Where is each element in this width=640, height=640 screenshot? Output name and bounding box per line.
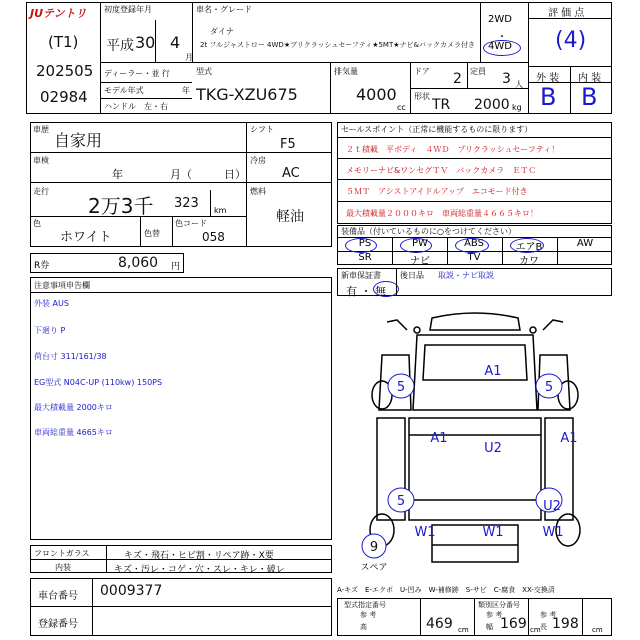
load-value: 2000 — [474, 97, 510, 113]
type-label: 型式 — [196, 67, 212, 76]
equip-ps-circle — [345, 238, 377, 253]
windshield-value: キズ・飛石・ヒビ割・リペア跡・X要 — [124, 551, 274, 561]
ext-value: B — [540, 83, 557, 111]
equip-ps: PS — [358, 238, 372, 249]
type-value: TKG-XZU675 — [196, 85, 298, 104]
equip-sr: SR — [358, 252, 372, 263]
disp-unit: cc — [397, 103, 406, 112]
damage-legend: A-キズ E-エクボ U-凹み W-補修跡 S-サビ C-腐食 XX-交換済 — [337, 586, 555, 594]
equip-abs-circle — [455, 238, 489, 253]
recycle-unit: 円 — [171, 262, 181, 272]
l-label: 長 — [540, 623, 547, 631]
handle-label: ハンドル 左・右 — [104, 102, 168, 111]
w-label: 幅 — [486, 623, 493, 631]
type-desig-sub: 参 考 — [360, 611, 377, 619]
back-value: 取説・ナビ取説 — [438, 271, 494, 280]
chassis-label: 車台番号 — [38, 591, 78, 602]
fuel-label: 燃料 — [250, 187, 266, 196]
mark-rear-right-u2: U2 — [543, 499, 561, 514]
ext-label: 外 装 — [536, 73, 560, 84]
logo-text: JUテントリ — [30, 7, 87, 20]
model-year-unit: 年 — [182, 86, 190, 95]
grade-label: 評 価 点 — [548, 8, 585, 19]
unit-width: cm — [530, 626, 541, 634]
chassis-value: 0009377 — [100, 583, 163, 599]
type-desig-label: 型式指定番号 — [344, 601, 386, 609]
shift-value: F5 — [280, 137, 296, 152]
note-line: EG型式 N04C-UP (110kw) 150PS — [34, 378, 163, 387]
ac-label: 冷房 — [250, 156, 266, 165]
mark-left-5: 5 — [396, 380, 406, 395]
drive-2wd: 2WD — [488, 14, 512, 25]
usage-label: 車歴 — [33, 125, 49, 134]
interior-label: 内装 — [55, 563, 71, 572]
lot-number: 02984 — [40, 88, 88, 106]
equip-pw-circle — [400, 238, 432, 253]
dealer-label: ディーラー・並 行 — [104, 69, 170, 78]
lot-code: 202505 — [36, 62, 94, 80]
recycle-label: R券 — [34, 261, 50, 271]
int-value: B — [581, 83, 598, 111]
drive-4wd: 4WD — [488, 41, 512, 52]
name-grade-label: 車名・グレード — [196, 5, 252, 14]
mark-front-a1: A1 — [484, 364, 502, 379]
back-label: 後日品 — [400, 271, 424, 280]
color-label: 色 — [33, 219, 41, 228]
class-sub: 参 考 — [486, 611, 503, 619]
cap-unit: 人 — [515, 80, 523, 89]
disp-label: 排気量 — [334, 67, 358, 76]
mileage-value: 2万3千 — [88, 194, 154, 218]
sales-point: メモリーナビ&ワンセグＴＶ バックカメラ ＥＴＣ — [346, 166, 537, 175]
equip-airbag: エアB — [515, 242, 543, 253]
shift-label: シフト — [250, 125, 274, 134]
equip-aw: AW — [576, 238, 594, 249]
reg-year: 30 — [135, 33, 156, 52]
last-value: 198 — [552, 616, 579, 632]
color-code-label: 色コード — [175, 219, 207, 228]
mark-left-a1: A1 — [430, 431, 448, 446]
ac-value: AC — [282, 166, 300, 181]
door-label: ドア — [414, 67, 430, 76]
mark-bed-u2: U2 — [484, 441, 502, 456]
color-code-value: 058 — [202, 230, 225, 244]
equip-navi: ナビ — [410, 256, 430, 267]
mileage-sub: 323 — [174, 196, 199, 211]
shape-label: 形状 — [414, 92, 430, 101]
mileage-label: 走行 — [33, 187, 49, 196]
note-line: 最大積載量 2000キロ — [34, 403, 113, 412]
mark-spare-9: 9 — [369, 540, 379, 555]
mark-rear-w1: W1 — [482, 525, 504, 540]
reg-label: 登録番号 — [38, 619, 78, 630]
mileage-unit: km — [214, 206, 227, 215]
type-desig-value: 469 — [426, 616, 453, 632]
insp-day: 日） — [224, 168, 246, 181]
color-change-label: 色替 — [144, 229, 160, 238]
class-label: 類別区分番号 — [478, 601, 520, 609]
equip-airbag-circle — [510, 238, 544, 253]
mark-rear-right-w1: W1 — [542, 525, 564, 540]
note-line: 下廻り P — [34, 326, 66, 335]
cap-label: 定員 — [470, 67, 486, 76]
sales-point: 最大積載量２０００キロ 車両総重量４６６５キロ！ — [346, 209, 538, 218]
maker-name: ダイナ — [210, 27, 234, 36]
unit-length: cm — [592, 626, 603, 634]
sales-label: セールスポイント（正常に機能するものに限ります） — [341, 125, 533, 134]
insp-month: 月（ — [170, 168, 192, 181]
equip-leather: カワ — [519, 256, 539, 267]
brand-logo — [28, 4, 100, 21]
warranty-label: 新車保証書 — [341, 271, 381, 280]
load-unit: kg — [512, 103, 522, 112]
mark-rear-left-5: 5 — [396, 494, 406, 509]
last-label: 参 考 — [540, 611, 557, 619]
windshield-label: フロントガラス — [34, 549, 90, 558]
note-line: 車両総重量 4665キロ — [34, 428, 113, 437]
disp-value: 4000 — [356, 85, 397, 104]
damage-diagram — [337, 300, 612, 580]
notes-label: 注意事項申告欄 — [34, 281, 90, 290]
int-label: 内 装 — [578, 73, 602, 84]
h-label: 高 — [360, 623, 367, 631]
equip-pw: PW — [412, 238, 428, 249]
reg-month-unit: 月 — [185, 53, 193, 62]
usage-value: 自家用 — [54, 131, 103, 150]
mark-right-5: 5 — [544, 380, 554, 395]
warranty-value: 有 ・ 無 — [346, 285, 386, 298]
sales-point: ５ＭＴ アシストアイドルアップ エコモード付き — [346, 187, 528, 196]
shape-value: TR — [432, 97, 451, 113]
note-line: 外装 AUS — [34, 299, 69, 308]
recycle-box — [30, 253, 184, 273]
grade-value: (4) — [555, 28, 587, 53]
unit-height: cm — [458, 626, 469, 634]
color-value: ホワイト — [60, 230, 112, 245]
fuel-value: 軽油 — [276, 209, 304, 225]
recycle-value: 8,060 — [118, 255, 159, 271]
first-reg-label: 初度登録年月 — [104, 5, 152, 14]
lot-tag: (T1) — [48, 33, 79, 51]
interior-value: キズ・汚レ・コゲ・穴・スレ・キレ・破レ — [114, 565, 285, 575]
equip-abs: ABS — [464, 238, 484, 249]
reg-month: 4 — [170, 33, 181, 52]
sales-point: ２ｔ積載 平ボディ ４ＷＤ プリクラッシュセーフティ！ — [346, 145, 560, 154]
era: 平成 — [106, 38, 134, 54]
insp-year: 年 — [112, 168, 123, 181]
model-year-label: モデル年式 — [104, 86, 144, 95]
drive-dot: ・ — [497, 32, 507, 43]
door-value: 2 — [453, 71, 462, 87]
note-line: 荷台寸 311/161/38 — [34, 352, 107, 361]
cap-value: 3 — [502, 71, 511, 87]
spare-label: スペア — [360, 563, 388, 573]
equip-label: 装備品（付いているものに○をつけてください） — [341, 227, 516, 236]
equip-tv: TV — [467, 252, 481, 263]
class-value: 169 — [500, 616, 527, 632]
mark-right-a1: A1 — [560, 431, 578, 446]
grade-text: 2t フルジャストロー 4WD★ブリクラッシュセーフティ★5MT★ナビ&バックカメラ付き — [200, 41, 475, 49]
mark-rear-left-w1: W1 — [414, 525, 436, 540]
inspection-label: 車検 — [33, 156, 49, 165]
